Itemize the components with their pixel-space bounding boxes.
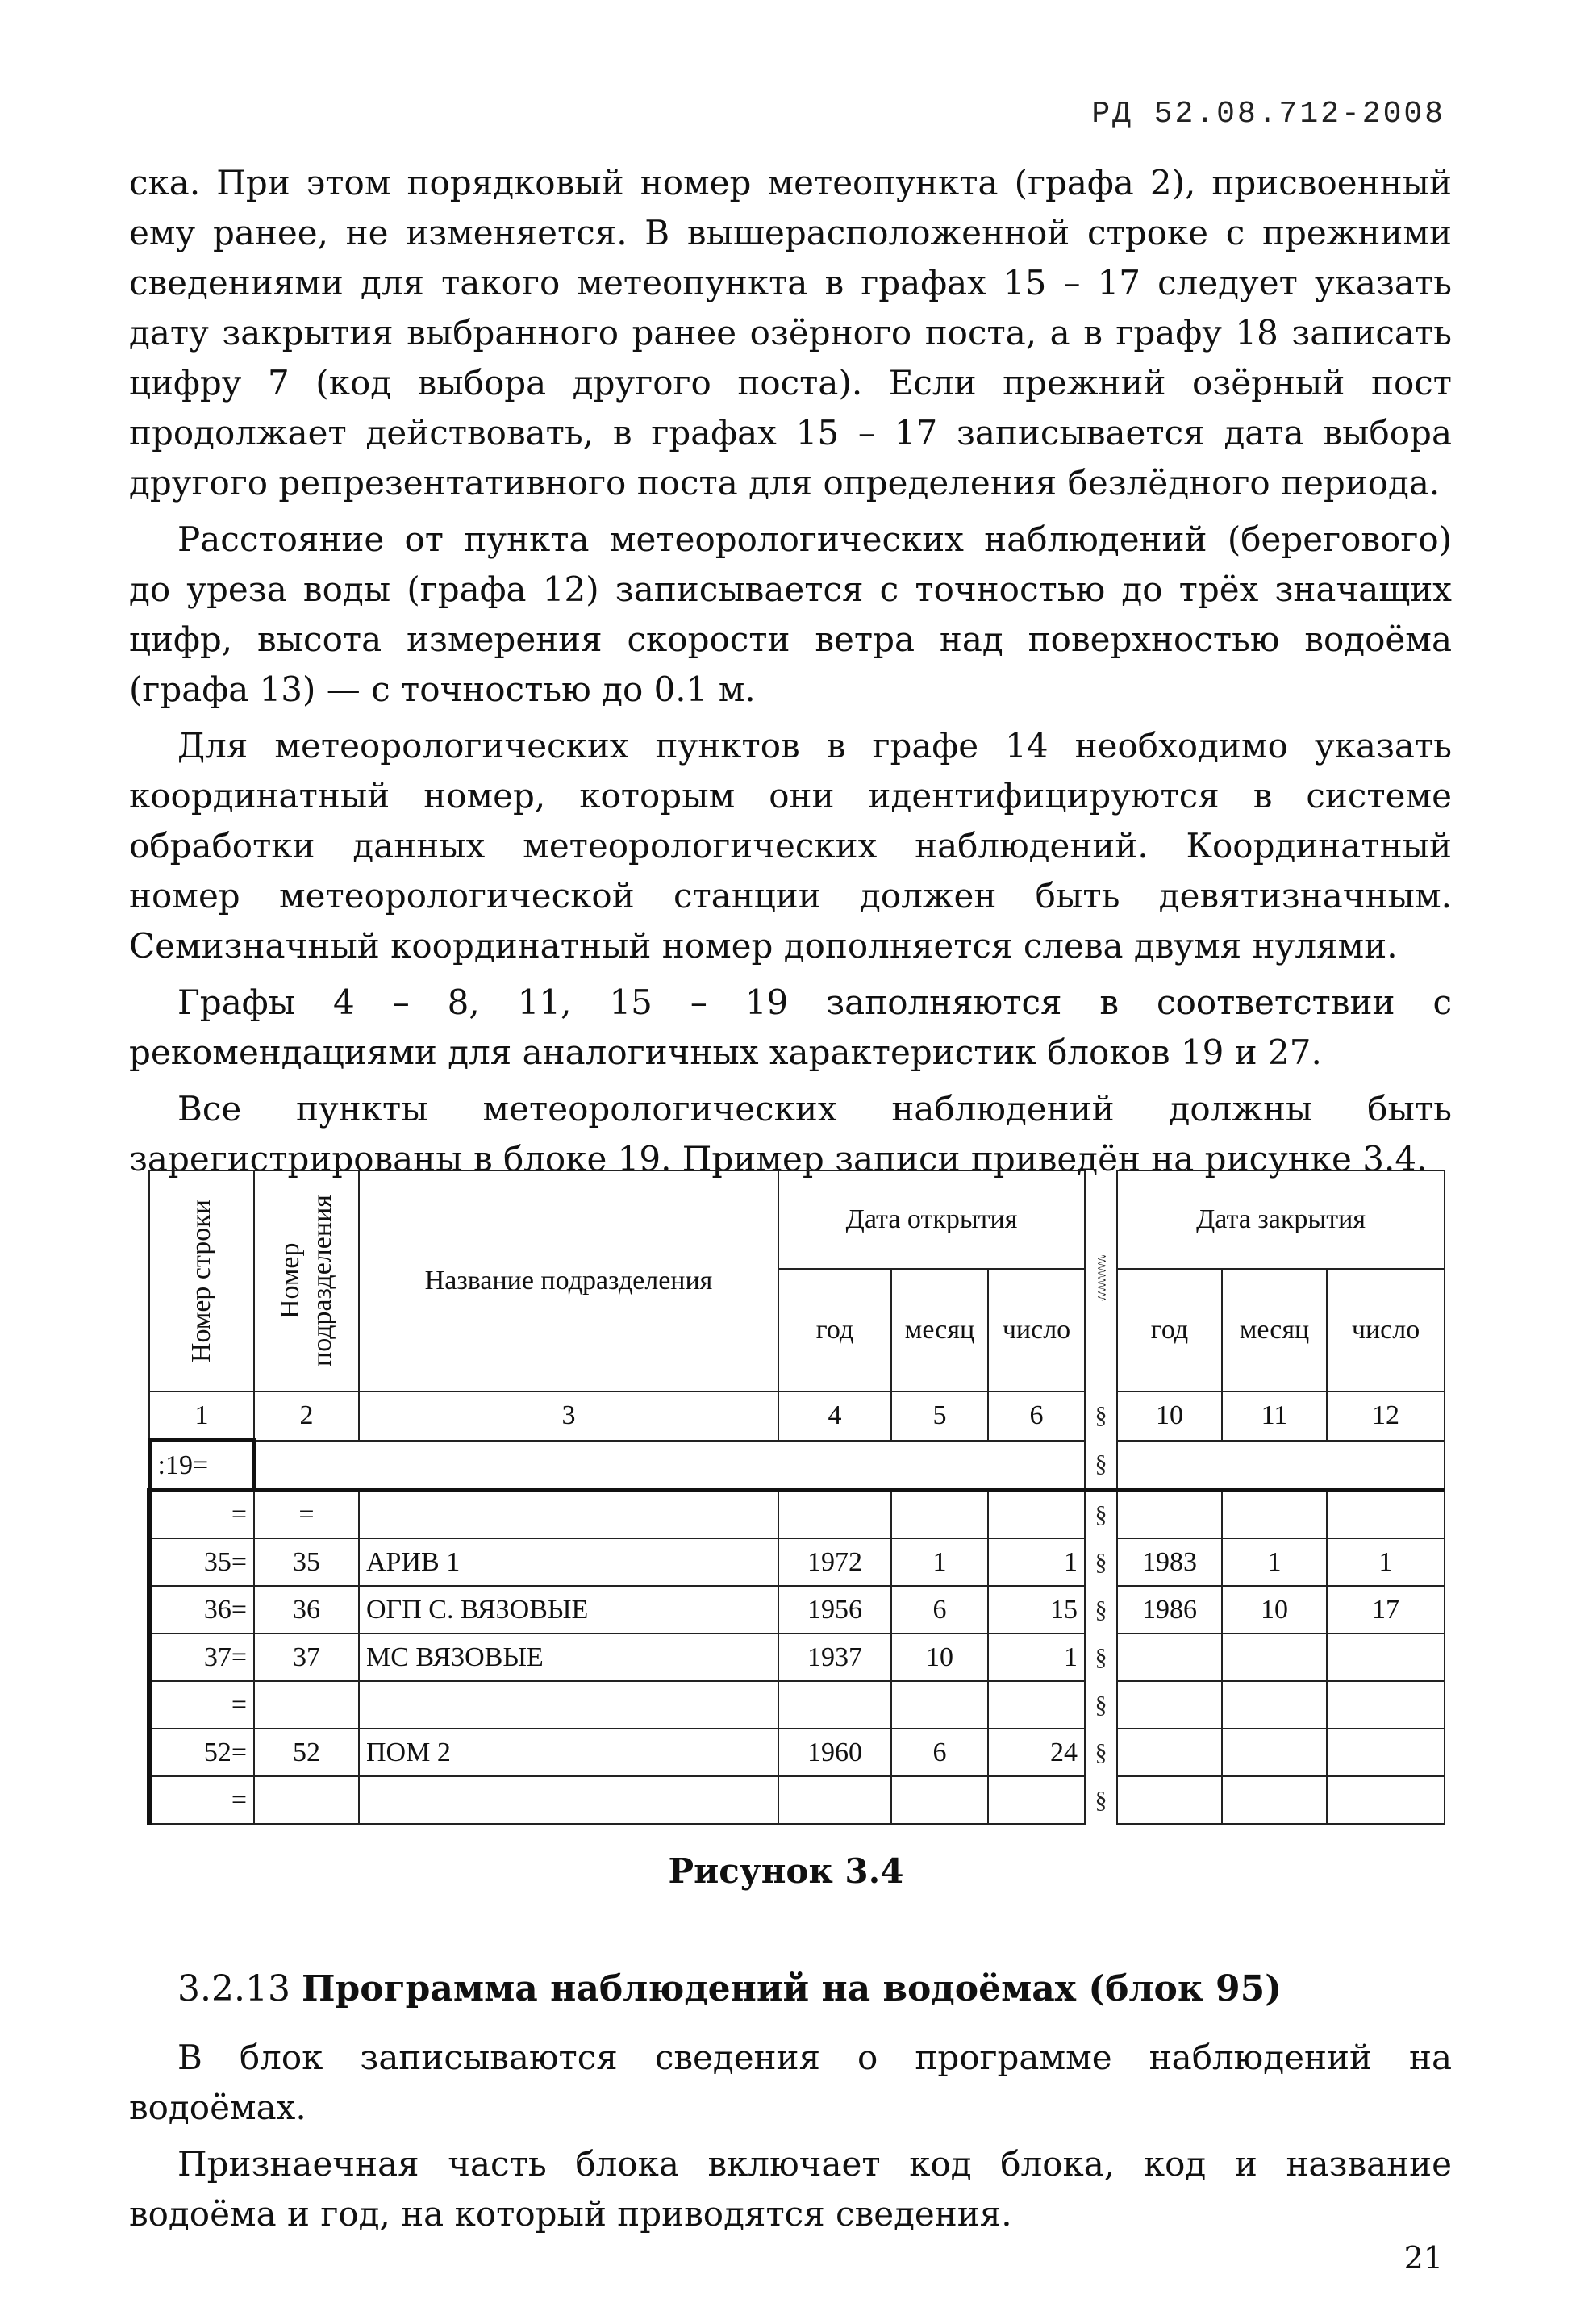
section-heading — [177, 1968, 1282, 2009]
table-row: 36= 36 ОГП С. ВЯЗОВЫЕ 1956 6 15 § 1986 10 17 — [149, 1586, 1445, 1633]
break-marker: § — [1095, 1402, 1107, 1429]
col-num: 11 — [1222, 1391, 1327, 1441]
top-text — [129, 158, 1452, 1191]
col-num: 3 — [359, 1391, 778, 1441]
col-num: 4 — [778, 1391, 891, 1441]
header-row-number: Номер строки — [149, 1170, 254, 1391]
header-open-year: год — [778, 1269, 891, 1391]
col-num: 6 — [988, 1391, 1085, 1441]
block-marker: :19= — [149, 1441, 254, 1491]
figure-caption: Рисунок 3.4 — [668, 1851, 904, 1891]
page-number: 21 — [1403, 2240, 1443, 2276]
table-row: 35= 35 АРИВ 1 1972 1 1 § 1983 1 1 — [149, 1538, 1445, 1586]
paragraph: Расстояние от пункта метеорологических наблюдений (берегового) до уреза воды (графа 12) записывается с точностью до трёх значащих цифр, высота измерения скорости ветра над поверхностью водоёма (графа 13) — с точностью до 0.1 м. — [129, 519, 1452, 709]
header-unit-name: Название подразделения — [359, 1170, 778, 1391]
paragraph: Признаечная часть блока включает код блока, код и название водоёма и год, на который приводятся сведения. — [129, 2144, 1452, 2234]
col-num: 2 — [254, 1391, 359, 1441]
header-open-month: месяц — [891, 1269, 988, 1391]
marker-fill — [254, 1441, 1085, 1491]
col-num: 1 — [149, 1391, 254, 1441]
paragraph: ска. При этом порядковый номер метеопункта (графа 2), присвоенный ему ранее, не изменяется. В вышерасположенной строке с прежними сведениями для такого метеопункта в графах 15 – 17 следует указать дату закрытия выбранного ранее озёрного поста, а в графу 18 записать цифру 7 (код выбора другого поста). Если прежний озёрный пост продолжает действовать, в графах 15 – 17 записывается дата выбора другого репрезентативного поста для определения безлёдного периода. — [129, 163, 1452, 503]
header-open-day: число — [988, 1269, 1085, 1391]
table-row: 52= 52 ПОМ 2 1960 6 24 § — [149, 1729, 1445, 1776]
table-row: = § — [149, 1681, 1445, 1729]
wavy-break-icon — [1086, 1255, 1118, 1301]
paragraph: Все пункты метеорологических наблюдений должны быть зарегистрированы в блоке 19. Пример записи приведён на рисунке 3.4. — [129, 1089, 1452, 1179]
header-close-day: число — [1327, 1269, 1445, 1391]
header-close-month: месяц — [1222, 1269, 1327, 1391]
paragraph: В блок записываются сведения о программе наблюдений на водоёмах. — [129, 2038, 1452, 2127]
header-close-year: год — [1117, 1269, 1222, 1391]
marker-fill — [1117, 1441, 1445, 1491]
document-code: РД 52.08.712-2008 — [1091, 97, 1445, 131]
column-numbers-row — [149, 1391, 1445, 1441]
header-open-date: Дата открытия — [778, 1170, 1085, 1269]
break-marker: § — [1085, 1441, 1117, 1491]
header-unit-number: Номер подразделения — [254, 1170, 359, 1391]
table-row: = = § — [149, 1490, 1445, 1538]
col-num: 12 — [1327, 1391, 1445, 1441]
section-number: 3.2.13 — [177, 1968, 290, 2009]
figure-table — [147, 1170, 1442, 1831]
block-19-table — [147, 1170, 1445, 1825]
break-marker — [1085, 1170, 1117, 1391]
table-row: 37= 37 МС ВЯЗОВЫЕ 1937 10 1 § — [149, 1633, 1445, 1681]
header-close-date: Дата закрытия — [1117, 1170, 1445, 1269]
table-row: = § — [149, 1776, 1445, 1824]
bottom-text — [129, 2033, 1452, 2246]
col-num: 5 — [891, 1391, 988, 1441]
section-title: Программа наблюдений на водоёмах (блок 95) — [301, 1968, 1282, 2009]
paragraph: Для метеорологических пунктов в графе 14 необходимо указать координатный номер, которым они идентифицируются в системе обработки данных метеорологических наблюдений. Координатный номер метеорологической станции должен быть девятизначным. Семизначный координатный номер дополняется слева двумя нулями. — [129, 726, 1452, 966]
col-num: 10 — [1117, 1391, 1222, 1441]
paragraph: Графы 4 – 8, 11, 15 – 19 заполняются в соответствии с рекомендациями для аналогичных характеристик блоков 19 и 27. — [129, 983, 1452, 1072]
block-marker-row — [149, 1441, 1445, 1491]
